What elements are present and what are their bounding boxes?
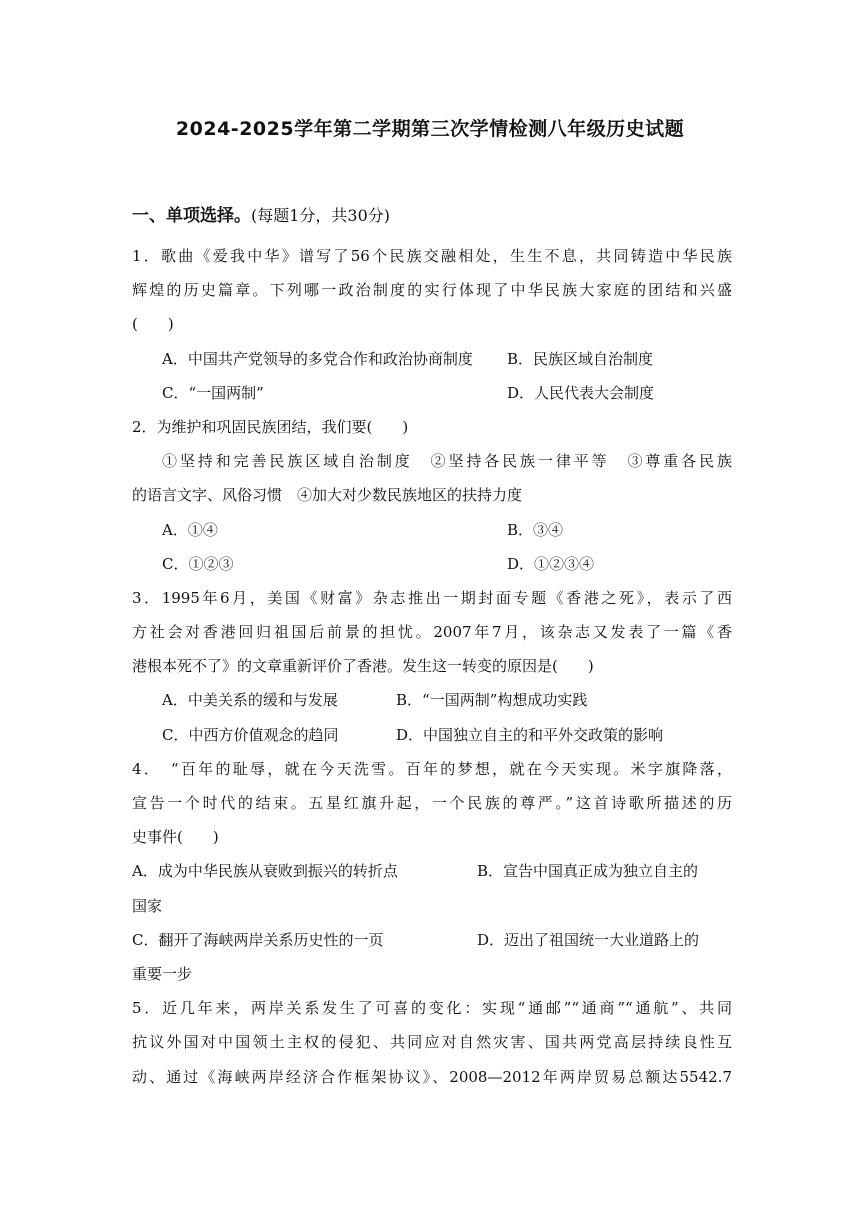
section-title: 一、单项选择。 xyxy=(132,206,251,226)
q3-option-a: A．中美关系的缓和与发展 xyxy=(162,691,338,710)
q1-options-row-1 xyxy=(132,342,732,376)
q2-stem-line-3: 的语言文字、风俗习惯 ④加大对少数民族地区的扶持力度 xyxy=(132,486,523,505)
q2-options-row-1 xyxy=(132,513,732,547)
q5-stem-line-2: 抗议外国对中国领土主权的侵犯、共同应对自然灾害、国共两党高层持续良性互 xyxy=(132,1033,732,1052)
q3-stem-line-3: 港根本死不了》的文章重新评价了香港。发生这一转变的原因是( ) xyxy=(132,657,594,676)
q2-option-a: A．①④ xyxy=(162,520,218,539)
q5-stem-line-3: 动、通过《海峡两岸经济合作框架协议》、2008—2012年两岸贸易总额达5542.7 xyxy=(132,1067,732,1086)
q3-stem-line-1: 3．1995年6月，美国《财富》杂志推出一期封面专题《香港之死》，表示了西 xyxy=(132,588,732,607)
section-heading xyxy=(132,201,752,226)
q4-stem-line-2: 宣告一个时代的结束。五星红旗升起，一个民族的尊严。”这首诗歌所描述的历 xyxy=(132,794,732,812)
q3-options-row-2 xyxy=(132,718,732,752)
q4-option-d-continued: 重要一步 xyxy=(132,964,193,983)
q1-answer-blank: ( ) xyxy=(132,315,174,334)
q1-option-c: C．“一国两制” xyxy=(162,383,264,402)
q4-stem-line-3: 史事件( ) xyxy=(132,828,219,847)
q4-option-b-continued: 国家 xyxy=(132,896,163,915)
q4-option-a: A．成为中华民族从衰败到振兴的转折点 xyxy=(132,862,398,881)
q1-stem-line-2: 辉煌的历史篇章。下列哪一政治制度的实行体现了中华民族大家庭的团结和兴盛 xyxy=(132,281,732,300)
q2-option-c: C．①②③ xyxy=(162,554,234,573)
q1-option-b: B．民族区域自治制度 xyxy=(507,349,654,368)
q3-option-d: D．中国独立自主的和平外交政策的影响 xyxy=(396,725,664,744)
q4-option-d: D．迈出了祖国统一大业道路上的 xyxy=(477,930,700,949)
questions-body xyxy=(132,239,732,1094)
q3-option-c: C．中西方价值观念的趋同 xyxy=(162,725,339,744)
q4-options-row-1 xyxy=(132,854,732,888)
q2-option-d: D．①②③④ xyxy=(507,554,595,573)
q2-stem-line-1: 2．为维护和巩固民族团结，我们要( ) xyxy=(132,417,409,436)
q3-stem-line-2: 方社会对香港回归祖国后前景的担忧。2007年7月，该杂志又发表了一篇《香 xyxy=(132,623,732,642)
q2-stem-line-2: ①坚持和完善民族区域自治制度 ②坚持各民族一律平等 ③尊重各民族 xyxy=(162,452,732,471)
q4-stem-line-1: 4． “百年的耻辱，就在今天洗雪。百年的梦想，就在今天实现。米字旗降落， xyxy=(132,759,732,778)
q1-stem-line-1: 1．歌曲《爱我中华》谱写了56个民族交融相处，生生不息，共同铸造中华民族 xyxy=(132,247,732,265)
q4-options-row-2 xyxy=(132,923,732,957)
q4-option-c: C．翻开了海峡两岸关系历史性的一页 xyxy=(132,930,384,949)
q5-stem-line-1: 5．近几年来，两岸关系发生了可喜的变化：实现“通邮”“通商”“通航”、共同 xyxy=(132,999,732,1018)
q1-options-row-2 xyxy=(132,376,732,410)
q2-option-b: B．③④ xyxy=(507,520,564,539)
q3-options-row-1 xyxy=(132,683,732,717)
q4-option-b: B．宣告中国真正成为独立自主的 xyxy=(477,862,699,881)
q1-option-a: A．中国共产党领导的多党合作和政治协商制度 xyxy=(162,349,473,368)
exam-title: 2024-2025学年第二学期第三次学情检测八年级历史试题 xyxy=(175,118,685,140)
q3-option-b: B．“一国两制”构想成功实践 xyxy=(396,691,588,710)
section-score-note: (每题1分，共30分) xyxy=(251,206,391,225)
q1-option-d: D．人民代表大会制度 xyxy=(507,383,655,402)
q2-options-row-2 xyxy=(132,547,732,581)
